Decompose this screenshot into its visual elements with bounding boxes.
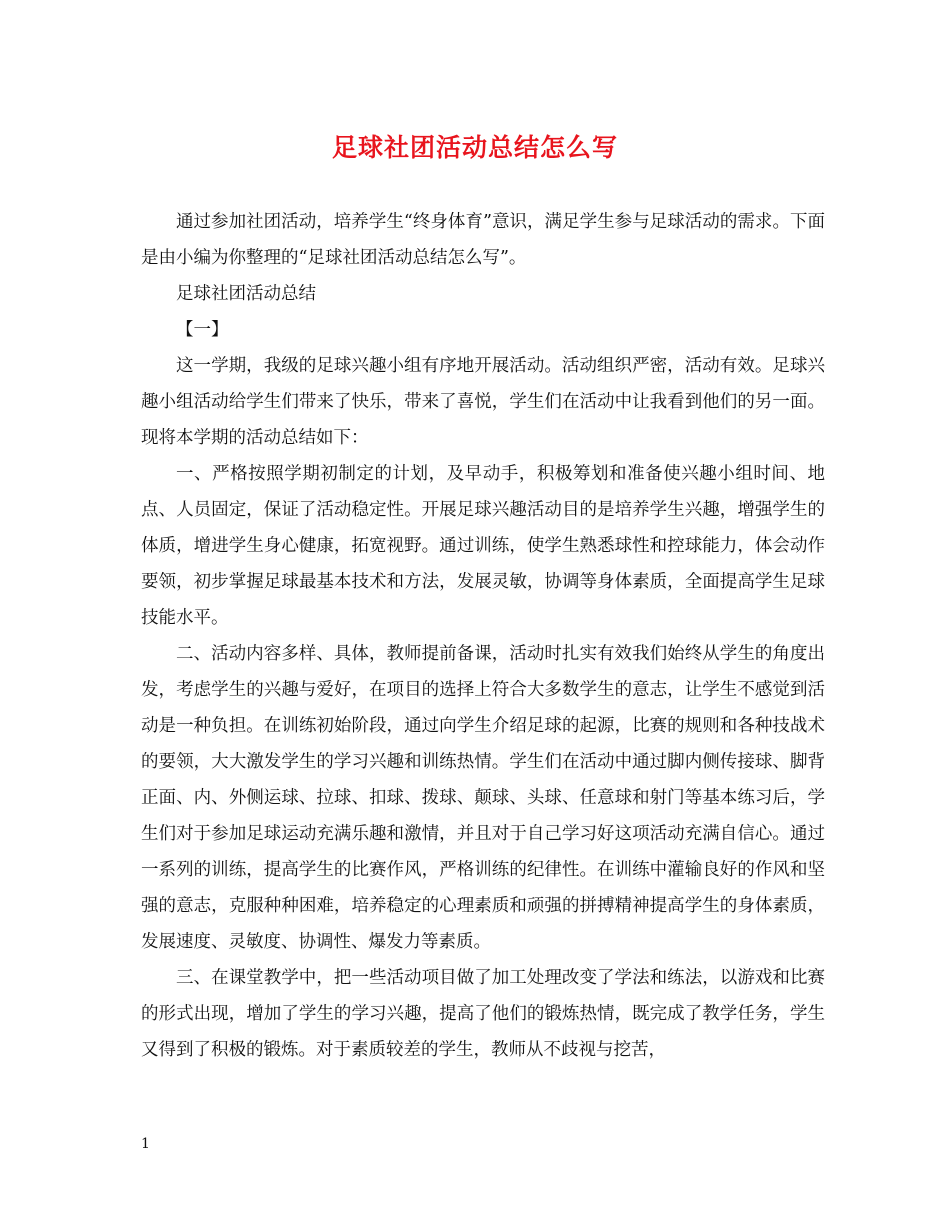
page-number: 1	[141, 1136, 150, 1152]
document-body	[141, 204, 825, 1068]
point-one-paragraph: 一、严格按照学期初制定的计划，及早动手，积极筹划和准备使兴趣小组时间、地点、人员固定，保证了活动稳定性。开展足球兴趣活动目的是培养学生兴趣，增强学生的体质，增进学生身心健康，拓宽视野。通过训练，使学生熟悉球性和控球能力，体会动作要领，初步掌握足球最基本技术和方法，发展灵敏，协调等身体素质，全面提高学生足球技能水平。	[141, 464, 825, 628]
section-number: 【一】	[176, 320, 229, 340]
point-three-paragraph: 三、在课堂教学中，把一些活动项目做了加工处理改变了学法和练法，以游戏和比赛的形式出现，增加了学生的学习兴趣，提高了他们的锻炼热情，既完成了教学任务，学生又得到了积极的锻炼。对于素质较差的学生，教师从不歧视与挖苦，	[141, 968, 825, 1060]
intro-paragraph: 通过参加社团活动，培养学生“终身体育”意识，满足学生参与足球活动的需求。下面是由小编为你整理的“足球社团活动总结怎么写”。	[141, 212, 825, 268]
point-two-paragraph: 二、活动内容多样、具体，教师提前备课，活动时扎实有效我们始终从学生的角度出发，考虑学生的兴趣与爱好，在项目的选择上符合大多数学生的意志，让学生不感觉到活动是一种负担。在训练初始阶段，通过向学生介绍足球的起源，比赛的规则和各种技战术的要领，大大激发学生的学习兴趣和训练热情。学生们在活动中通过脚内侧传接球、脚背正面、内、外侧运球、拉球、扣球、拨球、颠球、头球、任意球和射门等基本练习后，学生们对于参加足球运动充满乐趣和激情，并且对于自己学习好这项活动充满自信心。通过一系列的训练，提高学生的比赛作风，严格训练的纪律性。在训练中灌输良好的作风和坚强的意志，克服种种困难，培养稳定的心理素质和顽强的拼搏精神提高学生的身体素质，发展速度、灵敏度、协调性、爆发力等素质。	[141, 644, 825, 952]
section-heading: 足球社团活动总结	[176, 284, 316, 304]
summary-paragraph: 这一学期，我级的足球兴趣小组有序地开展活动。活动组织严密，活动有效。足球兴趣小组活动给学生们带来了快乐，带来了喜悦，学生们在活动中让我看到他们的另一面。现将本学期的活动总结如下：	[141, 356, 825, 448]
document-title: 足球社团活动总结怎么写	[331, 133, 618, 162]
